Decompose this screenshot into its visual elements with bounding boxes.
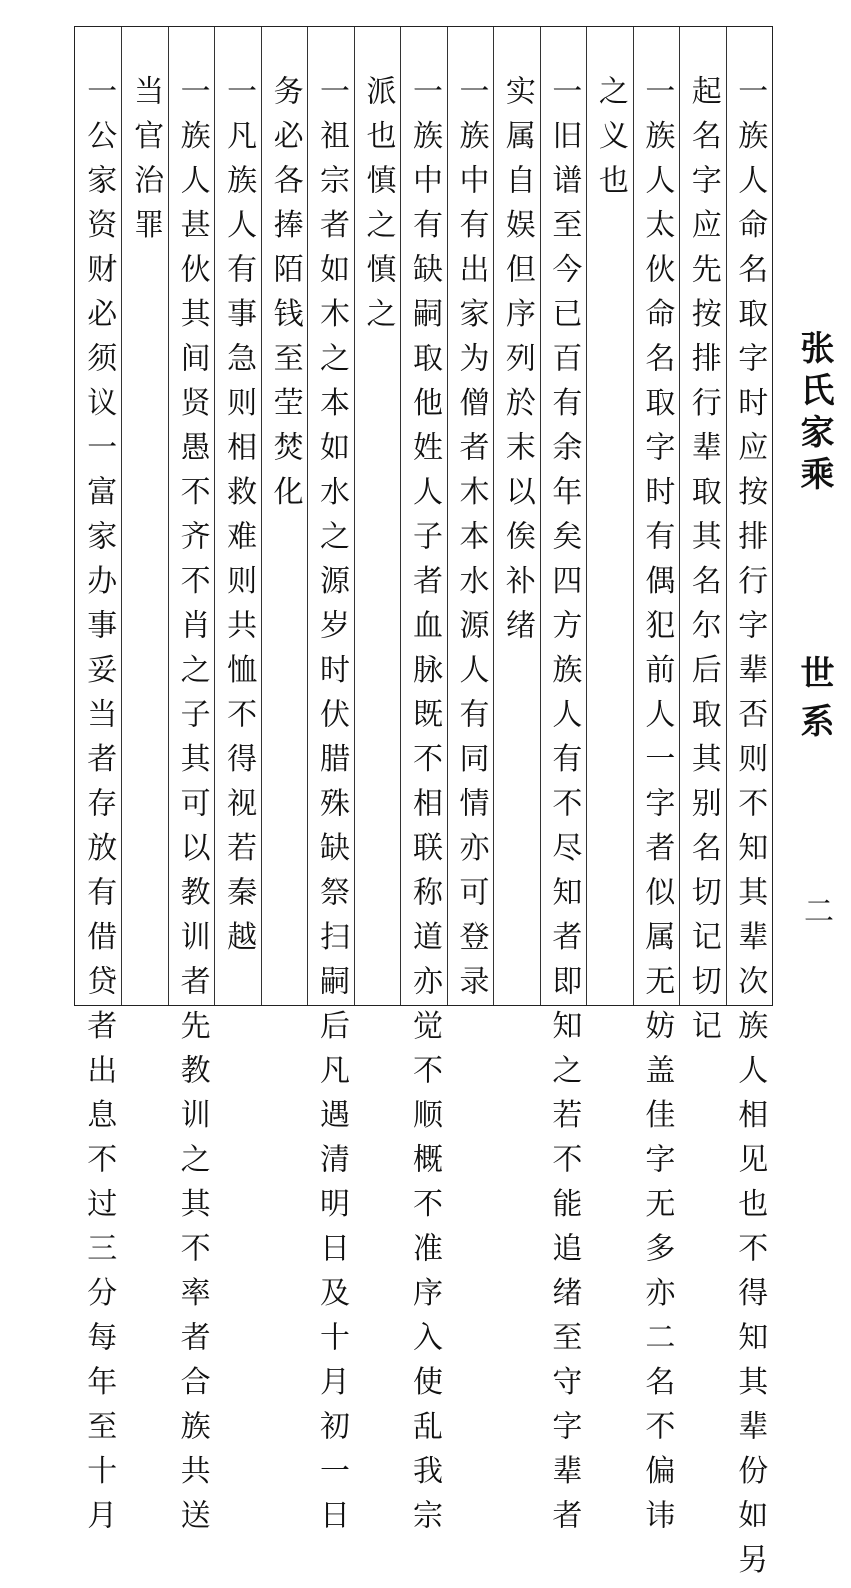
column-text: 起名字应先按排行辈取其名尔后取其别名切记切记 — [685, 75, 721, 1054]
text-column — [214, 27, 260, 1005]
column-text: 一族中有出家为僧者木本水源人有同情亦可登录 — [453, 75, 489, 1010]
text-column — [121, 27, 167, 1005]
text-column — [307, 27, 353, 1544]
column-text: 一祖宗者如木之本如水之源岁时伏腊殊缺祭扫嗣后凡遇清明日及十月初一日 — [314, 75, 350, 1544]
text-column — [726, 27, 772, 1588]
column-text: 一公家资财必须议一富家办事妥当者存放有借贷者出息不过三分每年至十月 — [81, 75, 117, 1544]
text-column — [168, 27, 214, 1544]
text-column — [679, 27, 725, 1054]
text-column — [493, 27, 539, 1005]
section-title: 世系 — [794, 655, 834, 751]
column-text: 一族人甚伙其间贤愚不齐不肖之子其可以教训者先教训之其不率者合族共送 — [174, 75, 210, 1544]
text-column — [75, 27, 121, 1544]
column-text: 实属自娱但序列於末以俟补绪 — [499, 75, 535, 654]
text-column — [261, 27, 307, 1005]
page-number: 二 — [798, 895, 833, 933]
text-column — [633, 27, 679, 1544]
text-column — [540, 27, 586, 1544]
text-column — [447, 27, 493, 1010]
column-text: 之义也 — [592, 75, 628, 209]
column-text: 派也慎之慎之 — [360, 75, 396, 342]
text-column — [586, 27, 632, 1005]
column-text: 一族人命名取字时应按排行字辈否则不知其辈次族人相见也不得知其辈份如另 — [732, 75, 768, 1588]
column-text: 一族中有缺嗣取他姓人子者血脉既不相联称道亦觉不顺概不准序入使乱我宗 — [406, 75, 442, 1544]
text-column — [400, 27, 446, 1544]
column-text: 一凡族人有事急则相救难则共恤不得视若秦越 — [221, 75, 257, 965]
column-text: 一旧谱至今已百有余年矣四方族人有不尽知者即知之若不能追绪至守字辈者 — [546, 75, 582, 1544]
column-text: 当官治罪 — [128, 75, 164, 253]
column-text: 务必各捧陌钱至茔焚化 — [267, 75, 303, 520]
book-title: 张氏家乘 — [794, 330, 834, 498]
text-frame — [74, 26, 773, 1588]
text-column — [354, 27, 400, 1005]
column-text: 一族人太伙命名取字时有偶犯前人一字者似属无妨盖佳字无多亦二名不偏讳 — [639, 75, 675, 1544]
